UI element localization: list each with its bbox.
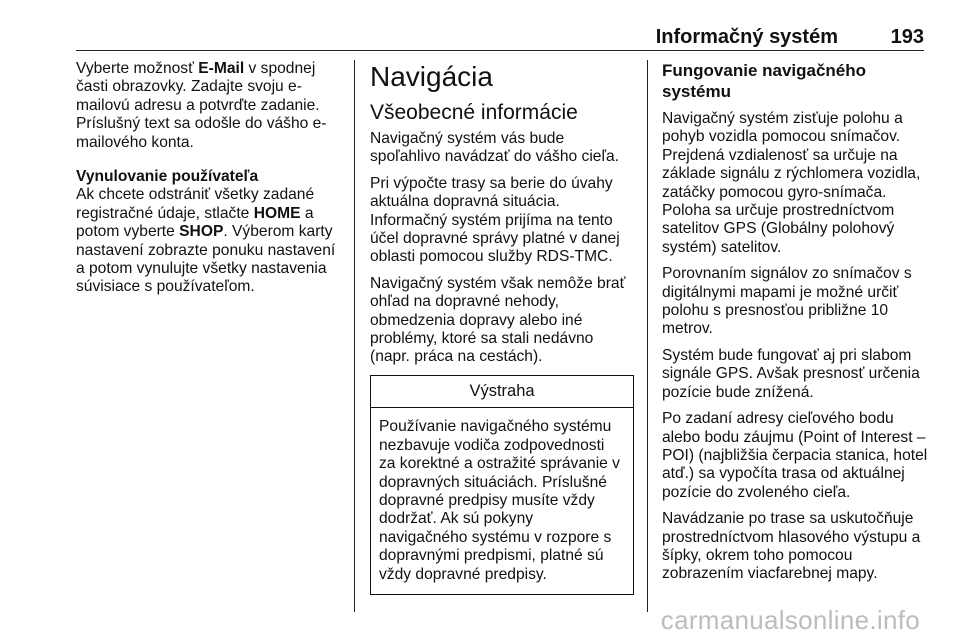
column-3 [662,60,930,592]
email-paragraph: Vyberte možnosť E-Mail v spodnej časti obrazovky. Zadajte svoju e-mailovú adresu a potvrďte zadanie. Príslušný text sa odošle do vášho e-mailového konta. [76,60,327,151]
nav-paragraph-1: Navigačný systém vás bude spoľahlivo navádzať do vášho cieľa. [370,130,620,166]
warning-title: Výstraha [371,376,633,408]
column-1 [76,60,346,305]
nav-paragraph-3: Navigačný systém však nemôže brať ohľad na dopravné nehody, obmedzenia dopravy alebo iné problémy, ktoré sa stali nedávno (napr. práca na cestách). [370,274,626,366]
warning-body: Používanie navigačného systému nezbavuje vodiča zodpovednosti za korektné a ostražité správanie v dopravných situáciách. Príslušné dopravné predpisy musíte vždy dodržať. Ak sú pokyny navigačného systému v rozpore s dopravnými predpismi, platné sú vždy dopravné predpisy. [379,418,620,583]
page-number: 193 [890,26,924,48]
operation-paragraph-2: Porovnaním signálov zo snímačov s digitálnymi mapami je možné určiť polohu s presnosťou približne 10 metrov. [662,265,912,338]
user-reset-heading: Vynulovanie používateľa [76,168,259,186]
section-title-navigation: Navigácia [370,61,493,92]
operation-paragraph-5: Navádzanie po trase sa uskutočňuje prostredníctvom hlasového výstupu a šípky, okrem toho pomocou zobrazením viacfarebnej mapy. [662,510,921,583]
subsection-title-operation: Fungovanie navigačného systému [662,61,867,101]
operation-paragraph-1: Navigačný systém zisťuje polohu a pohyb vozidla pomocou snímačov. Prejdená vzdialenosť sa určuje na základe signálu z rýchlomera vozidla, zatáčky pomocou gyro-snímača. Poloha sa určuje prostredníctvom satelitov GPS (Globálny polohový systém) satelitov. [662,110,921,256]
page-title: Informačný systém [655,26,838,48]
shop-button-label: SHOP [179,223,224,241]
nav-paragraph-2: Pri výpočte trasy sa berie do úvahy aktuálna dopravná situácia. Informačný systém prijíma na tento účel dopravné správy platné v danej oblasti pomocou služby RDS-TMC. [370,174,620,266]
email-option-label: E-Mail [198,60,245,77]
operation-paragraph-3: Systém bude fungovať aj pri slabom signále GPS. Avšak presnosť určenia pozície bude znížená. [662,346,920,401]
column-divider-2 [647,60,648,612]
page-header [76,22,924,51]
warning-box [370,375,634,595]
user-reset-paragraph: Ak chcete odstrániť všetky zadané registračné údaje, stlačte HOME a potom vyberte SHOP. Výberom karty nastavení zobrazte ponuku nastavení a potom vynulujte všetky nastavenia súvisiace s používateľom. [76,186,336,296]
column-2 [370,60,635,595]
operation-paragraph-4: Po zadaní adresy cieľového bodu alebo bodu záujmu (Point of Interest – POI) (najbližšia čerpacia stanica, hotel atď.) sa vypočíta trasa od aktuálnej pozície do zvoleného cieľa. [662,410,928,501]
watermark-text: carmanualsonline.info [660,605,920,635]
subsection-title-general: Všeobecné informácie [370,101,578,124]
column-divider-1 [354,60,355,612]
home-button-label: HOME [253,204,301,222]
